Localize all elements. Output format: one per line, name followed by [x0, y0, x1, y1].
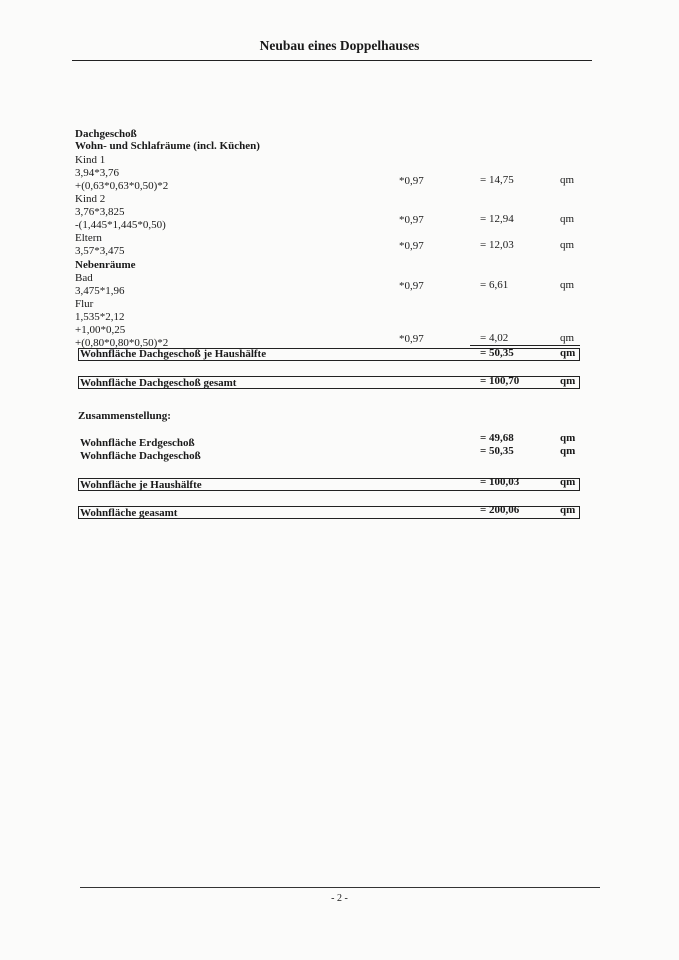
summary-label: Wohnfläche Dachgeschoß	[80, 450, 201, 462]
formula-line: +(0,63*0,63*0,50)*2	[75, 180, 169, 192]
factor: *0,97	[399, 333, 424, 345]
total-unit: qm	[560, 347, 576, 359]
summary-result: = 50,35	[480, 445, 514, 457]
summary-unit: qm	[560, 445, 576, 457]
factor: *0,97	[399, 175, 424, 187]
sum-rule	[470, 345, 580, 346]
formula-line: 3,76*3,825	[75, 206, 125, 218]
summary-label: Wohnfläche geasamt	[80, 507, 178, 519]
result: = 12,03	[480, 239, 514, 251]
unit: qm	[560, 279, 575, 291]
formula-line: +(0,80*0,80*0,50)*2	[75, 337, 169, 349]
total-label: Wohnfläche Dachgeschoß je Haushälfte	[80, 348, 267, 360]
unit: qm	[560, 213, 575, 225]
formula-line: +1,00*0,25	[75, 324, 126, 336]
footer-rule	[80, 887, 600, 888]
summary-unit: qm	[560, 504, 576, 516]
formula-line: 3,57*3,475	[75, 245, 125, 257]
subsection-wohn: Wohn- und Schlafräume (incl. Küchen)	[75, 140, 260, 152]
total-result: = 100,70	[480, 375, 520, 387]
header-rule	[72, 60, 592, 61]
result: = 14,75	[480, 174, 514, 186]
room-label-eltern: Eltern	[75, 232, 102, 244]
formula-line: 1,535*2,12	[75, 311, 125, 323]
unit: qm	[560, 332, 575, 344]
subsection-neben: Nebenräume	[75, 259, 136, 271]
formula-line: 3,94*3,76	[75, 167, 119, 179]
summary-unit: qm	[560, 432, 576, 444]
unit: qm	[560, 239, 575, 251]
room-label-bad: Bad	[75, 272, 93, 284]
room-label-kind1: Kind 1	[75, 154, 106, 166]
summary-label: Wohnfläche je Haushälfte	[80, 479, 202, 491]
summary-result: = 49,68	[480, 432, 514, 444]
result: = 6,61	[480, 279, 509, 291]
factor: *0,97	[399, 214, 424, 226]
formula-line: -(1,445*1,445*0,50)	[75, 219, 166, 231]
section-heading: Dachgeschoß	[75, 128, 137, 140]
summary-unit: qm	[560, 476, 576, 488]
unit: qm	[560, 174, 575, 186]
page-title: Neubau eines Doppelhauses	[259, 38, 420, 53]
factor: *0,97	[399, 280, 424, 292]
factor: *0,97	[399, 240, 424, 252]
total-result: = 50,35	[480, 347, 514, 359]
summary-result: = 200,06	[480, 504, 520, 516]
summary-label: Wohnfläche Erdgeschoß	[80, 437, 195, 449]
room-label-flur: Flur	[75, 298, 94, 310]
result: = 12,94	[480, 213, 514, 225]
total-unit: qm	[560, 375, 576, 387]
result: = 4,02	[480, 332, 509, 344]
summary-result: = 100,03	[480, 476, 520, 488]
summary-heading: Zusammenstellung:	[78, 410, 171, 422]
formula-line: 3,475*1,96	[75, 285, 125, 297]
page-number: - 2 -	[331, 893, 348, 904]
room-label-kind2: Kind 2	[75, 193, 106, 205]
total-label: Wohnfläche Dachgeschoß gesamt	[80, 377, 237, 389]
